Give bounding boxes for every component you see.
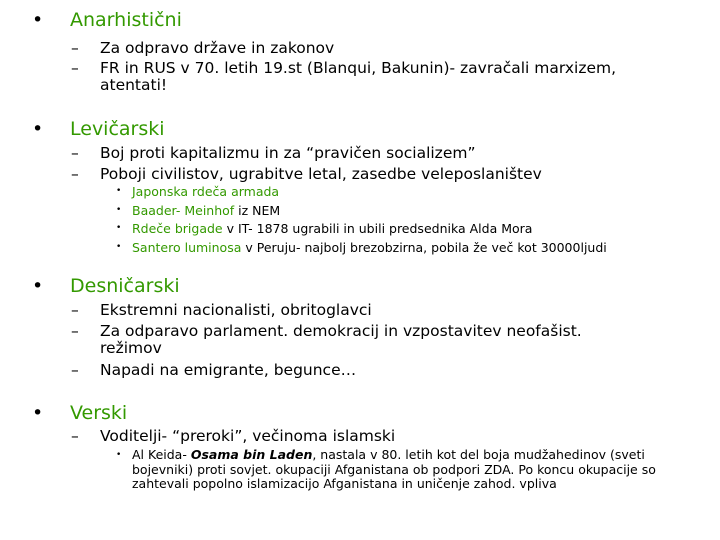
sub-bullet: •	[116, 450, 122, 460]
list-item	[71, 40, 671, 57]
leader-name: Osama bin Laden	[190, 447, 313, 462]
section-heading: Levičarski	[70, 118, 165, 140]
section-heading: Anarhistični	[70, 9, 182, 31]
group-name: Japonska rdeča armada	[132, 184, 280, 199]
bullet: •	[32, 9, 44, 31]
sub-list-item	[116, 448, 676, 492]
section-verski-subitems	[116, 448, 676, 492]
sub-list-item	[116, 221, 696, 237]
list-item	[71, 145, 671, 162]
bullet: •	[32, 402, 44, 424]
section-levicarski-items	[71, 145, 671, 183]
sub-bullet: •	[116, 204, 122, 215]
group-detail: v Peruju- najbolj brezobzirna, pobila že več kot 30000ljudi	[241, 239, 607, 255]
section-desnicarski-items	[71, 302, 631, 379]
dash-bullet: –	[71, 301, 79, 319]
list-item	[71, 362, 631, 379]
section-heading: Verski	[70, 402, 128, 424]
group-detail: , nastala v 80. letih kot del boja mudžahedinov (sveti bojevniki) proti sovjet. okupaciji Afganistana ob podpori ZDA. Po koncu okupacije so zahtevali popolno islamizacijo Afganistana in uničenje zahod. vpliva	[132, 447, 656, 491]
section-heading: Desničarski	[70, 275, 180, 297]
group-name: Rdeče brigade	[132, 221, 223, 236]
dash-bullet: –	[71, 322, 79, 340]
list-item	[71, 166, 671, 183]
list-item-text: Boj proti kapitalizmu in za “pravičen socializem”	[100, 144, 476, 162]
sub-list-item	[116, 184, 696, 200]
list-item-text: FR in RUS v 70. letih 19.st (Blanqui, Bakunin)- zavračali marxizem, atentati!	[100, 59, 617, 94]
sub-bullet: •	[116, 186, 122, 196]
dash-bullet: –	[71, 361, 79, 379]
list-item-text: Napadi na emigrante, begunce…	[100, 361, 357, 379]
group-name: Santero luminosa	[132, 239, 242, 255]
list-item-text: Za odpravo države in zakonov	[100, 39, 335, 57]
dash-bullet: –	[71, 165, 79, 183]
list-item-text: Za odparavo parlament. demokracij in vzpostavitev neofašist. režimov	[100, 322, 582, 357]
section-verski-items	[71, 428, 671, 445]
bullet: •	[32, 275, 44, 297]
list-item-text: Voditelji- “preroki”, večinoma islamski	[100, 427, 396, 445]
sub-bullet: •	[116, 241, 122, 252]
section-anarhisticni-items	[71, 40, 671, 94]
dash-bullet: –	[71, 39, 79, 57]
sub-list-item	[116, 203, 696, 219]
list-item-text: Ekstremni nacionalisti, obritoglavci	[100, 301, 372, 319]
sub-bullet: •	[116, 223, 122, 233]
section-levicarski-subitems	[116, 184, 696, 255]
list-item	[71, 323, 631, 357]
bullet: •	[32, 118, 44, 140]
group-name: Al Keida-	[132, 447, 191, 462]
group-name: Baader- Meinhof	[132, 202, 235, 218]
group-detail: iz NEM	[234, 202, 281, 218]
list-item-text: Poboji civilistov, ugrabitve letal, zasedbe veleposlaništev	[100, 165, 542, 183]
dash-bullet: –	[71, 59, 79, 77]
dash-bullet: –	[71, 427, 79, 445]
list-item	[71, 60, 671, 94]
list-item	[71, 428, 671, 445]
group-detail: v IT- 1878 ugrabili in ubili predsednika Alda Mora	[222, 221, 533, 236]
sub-list-item	[116, 240, 696, 256]
list-item	[71, 302, 631, 319]
dash-bullet: –	[71, 144, 79, 162]
